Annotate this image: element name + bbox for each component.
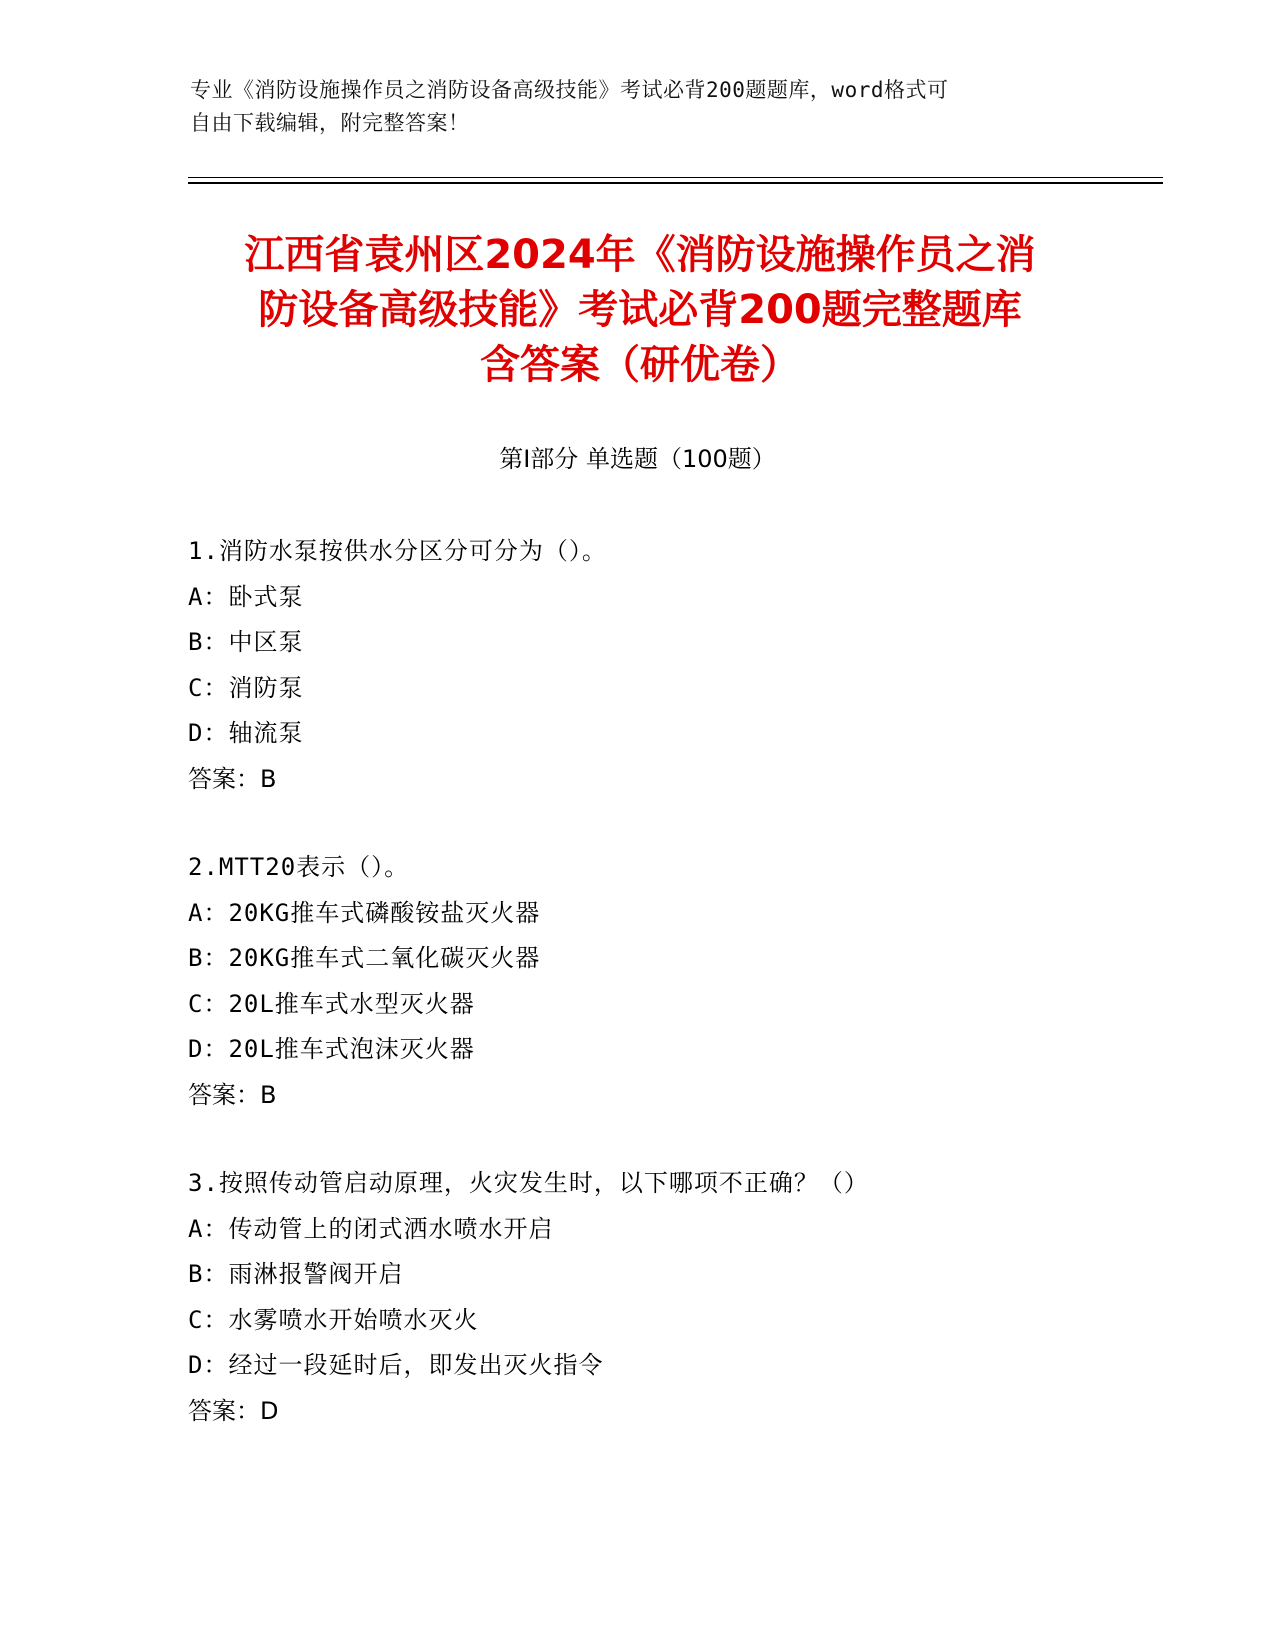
title-line-3: 含答案（研优卷） — [480, 342, 800, 388]
question-item — [188, 1161, 1148, 1434]
answer-label: 答案：B — [188, 1080, 277, 1109]
section-heading: 第I部分 单选题（100题） — [499, 445, 776, 473]
question-stem: 2.MTT20表示（）。 — [188, 853, 410, 881]
question-stem: 1.消防水泵按供水分区分可分为（）。 — [188, 537, 607, 565]
header-note-line-2: 自由下载编辑，附完整答案！ — [190, 111, 470, 135]
question-stem: 3.按照传动管启动原理，火灾发生时，以下哪项不正确？（） — [188, 1169, 869, 1197]
header-divider-thick — [188, 182, 1163, 184]
option-c: C：水雾喷水开始喷水灭火 — [188, 1305, 479, 1334]
title-line-1: 江西省袁州区2024年《消防设施操作员之消 — [244, 232, 1036, 278]
answer-label: 答案：B — [188, 764, 277, 793]
question-list — [188, 529, 1148, 1477]
question-item — [188, 845, 1148, 1118]
option-b: B：中区泵 — [188, 628, 304, 656]
option-d: D：轴流泵 — [188, 719, 304, 747]
header-note-line-1: 专业《消防设施操作员之消防设备高级技能》考试必背200题题库，word格式可 — [190, 78, 949, 102]
option-a: A：卧式泵 — [188, 582, 304, 611]
option-a: A：20KG推车式磷酸铵盐灭火器 — [188, 898, 541, 927]
option-a: A：传动管上的闭式洒水喷水开启 — [188, 1214, 554, 1243]
option-c: C：消防泵 — [188, 673, 304, 702]
title-line-2: 防设备高级技能》考试必背200题完整题库 — [258, 287, 1022, 333]
answer-label: 答案：D — [188, 1396, 279, 1425]
header-divider-thin — [188, 177, 1163, 178]
document-title — [170, 228, 1110, 393]
option-d: D：经过一段延时后，即发出灭火指令 — [188, 1351, 604, 1379]
option-c: C：20L推车式水型灭火器 — [188, 989, 475, 1018]
question-item — [188, 529, 1148, 802]
option-b: B：雨淋报警阀开启 — [188, 1260, 404, 1288]
header-note — [190, 74, 1090, 140]
option-b: B：20KG推车式二氧化碳灭火器 — [188, 944, 541, 972]
option-d: D：20L推车式泡沫灭火器 — [188, 1035, 475, 1063]
